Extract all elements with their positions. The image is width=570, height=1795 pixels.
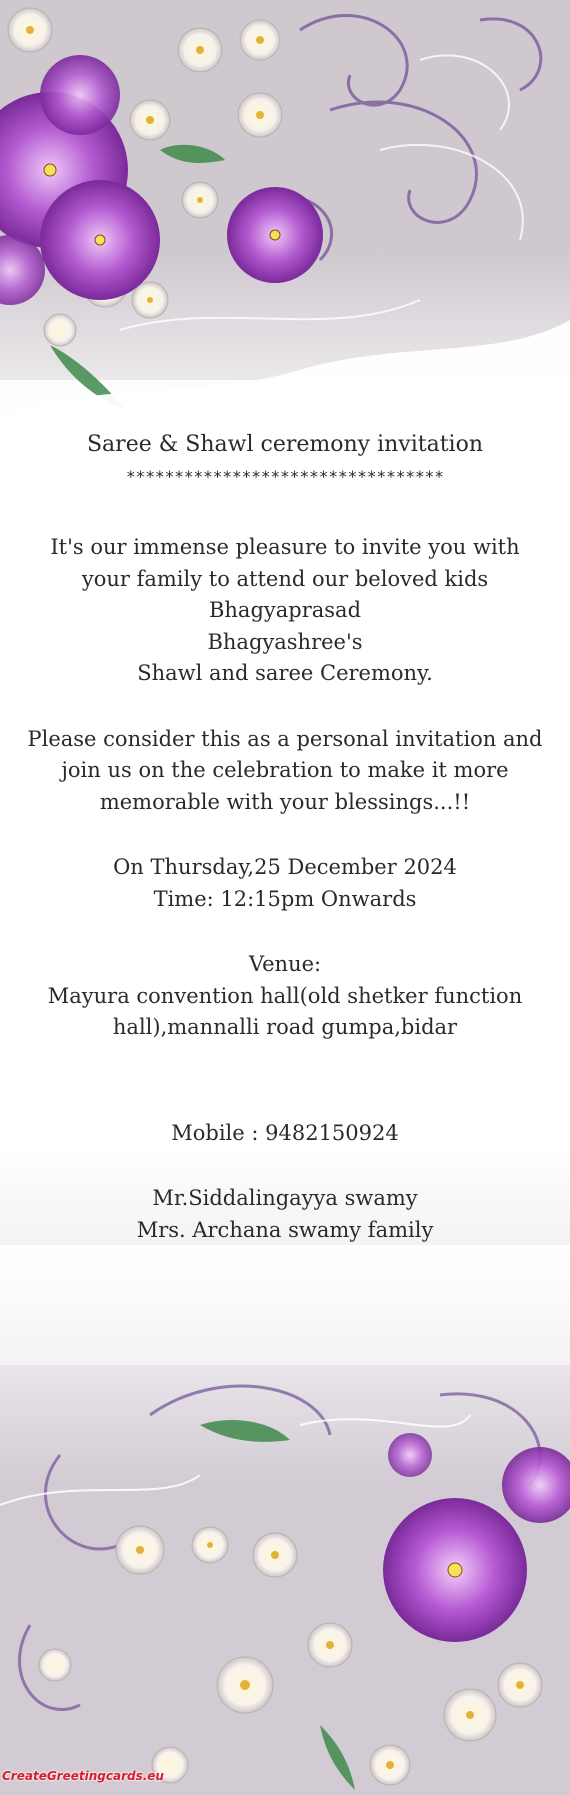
event-date: On Thursday,25 December 2024 <box>113 855 457 880</box>
invite-paragraph: It's our immense pleasure to invite you with your family to attend our beloved kids <box>50 535 520 591</box>
logo-text: CreateGreetingcards.eu <box>2 1769 164 1783</box>
title-divider: ********************************* <box>126 467 444 486</box>
ceremony-name: Shawl and saree Ceremony. <box>137 661 433 686</box>
kid-name-2: Bhagyashree's <box>207 629 363 654</box>
host-name-2: Mrs. Archana swamy family <box>136 1217 434 1242</box>
host-name-1: Mr.Siddalingayya swamy <box>152 1186 418 1211</box>
top-floral-decoration <box>0 0 570 470</box>
invitation-message <box>25 428 545 1246</box>
venue-label: Venue: <box>248 952 322 977</box>
personal-invitation-paragraph: Please consider this as a personal invitation and join us on the celebration to make it more memorable with your blessings...!! <box>27 726 543 814</box>
bottom-floral-decoration <box>0 1245 570 1795</box>
venue-address: Mayura convention hall(old shetker function hall),mannalli road gumpa,bidar <box>47 983 523 1040</box>
mobile-number: Mobile : 9482150924 <box>171 1120 399 1145</box>
invitation-title: Saree & Shawl ceremony invitation <box>86 432 484 457</box>
kid-name-1: Bhagyaprasad <box>208 598 362 623</box>
event-time: Time: 12:15pm Onwards <box>153 886 417 911</box>
site-logo[interactable] <box>2 1759 164 1793</box>
